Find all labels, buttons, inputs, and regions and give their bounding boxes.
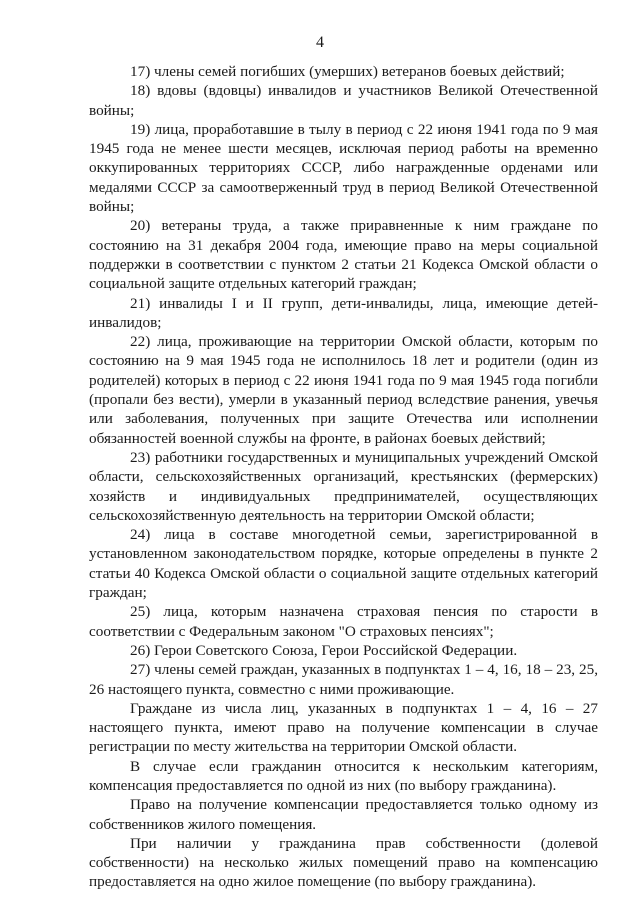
page-number: 4 [316, 34, 324, 51]
document-body [89, 62, 598, 892]
paragraph-item-22: 22) лица, проживающие на территории Омской области, которым по состоянию на 9 мая 1945 года не исполнилось 18 лет и родители (один из родителей) которых в период с 22 июня 1941 года по 9 мая 1945 года погибли (пропали без вести), умерли в указанный период вследствие ранения, увечья или заболевания, полученных при защите Отечества или исполнении обязанностей военной службы на фронте, в районах боевых действий; [89, 333, 598, 447]
paragraph-multiple-properties: При наличии у гражданина прав собственности (долевой собственности) на несколько жилых помещений право на компенсацию предоставляется на одно жилое помещение (по выбору гражданина). [89, 834, 598, 891]
paragraph-item-18: 18) вдовы (вдовцы) инвалидов и участников Великой Отечественной войны; [89, 82, 598, 119]
paragraph-item-26: 26) Герои Советского Союза, Герои Российской Федерации. [130, 641, 518, 659]
paragraph-single-owner: Право на получение компенсации предоставляется только одному из собственников жилого помещения. [89, 796, 598, 833]
paragraph-item-23: 23) работники государственных и муниципальных учреждений Омской области, сельскохозяйственных организаций, крестьянских (фермерских) хозяйств и индивидуальных предпринимателей, осуществляющих сельскохозяйственную деятельность на территории Омской области; [89, 448, 598, 524]
paragraph-item-20: 20) ветераны труда, а также приравненные к ним граждане по состоянию на 31 декабря 2004 года, имеющие право на меры социальной поддержки в соответствии с пунктом 2 статьи 21 Кодекса Омской области о социальной защите отдельных категорий граждан; [89, 217, 598, 293]
paragraph-item-25: 25) лица, которым назначена страховая пенсия по старости в соответствии с Федеральным законом "О страховых пенсиях"; [89, 603, 598, 640]
paragraph-item-24: 24) лица в составе многодетной семьи, зарегистрированной в установленном законодательством порядке, которые определены в пункте 2 статьи 40 Кодекса Омской области о социальной защите отдельных категорий граждан; [89, 526, 598, 602]
paragraph-item-21: 21) инвалиды I и II групп, дети-инвалиды, лица, имеющие детей-инвалидов; [89, 294, 598, 331]
paragraph-item-19: 19) лица, проработавшие в тылу в период с 22 июня 1941 года по 9 мая 1945 года не менее шести месяцев, исключая период работы на временно оккупированных территориях СССР, либо награжденные орденами или медалями СССР за самоотверженный труд в период Великой Отечественной войны; [89, 120, 598, 216]
paragraph-registration-condition: Граждане из числа лиц, указанных в подпунктах 1 – 4, 16 – 27 настоящего пункта, имеют право на получение компенсации в случае регистрации по месту жительства на территории Омской области. [89, 699, 598, 756]
paragraph-item-27: 27) члены семей граждан, указанных в подпунктах 1 – 4, 16, 18 – 23, 25, 26 настоящего пункта, совместно с ними проживающие. [89, 661, 598, 698]
paragraph-item-17: 17) члены семей погибших (умерших) ветеранов боевых действий; [130, 63, 565, 80]
paragraph-multiple-categories: В случае если гражданин относится к нескольким категориям, компенсация предоставляется по одной из них (по выбору гражданина). [89, 757, 598, 794]
